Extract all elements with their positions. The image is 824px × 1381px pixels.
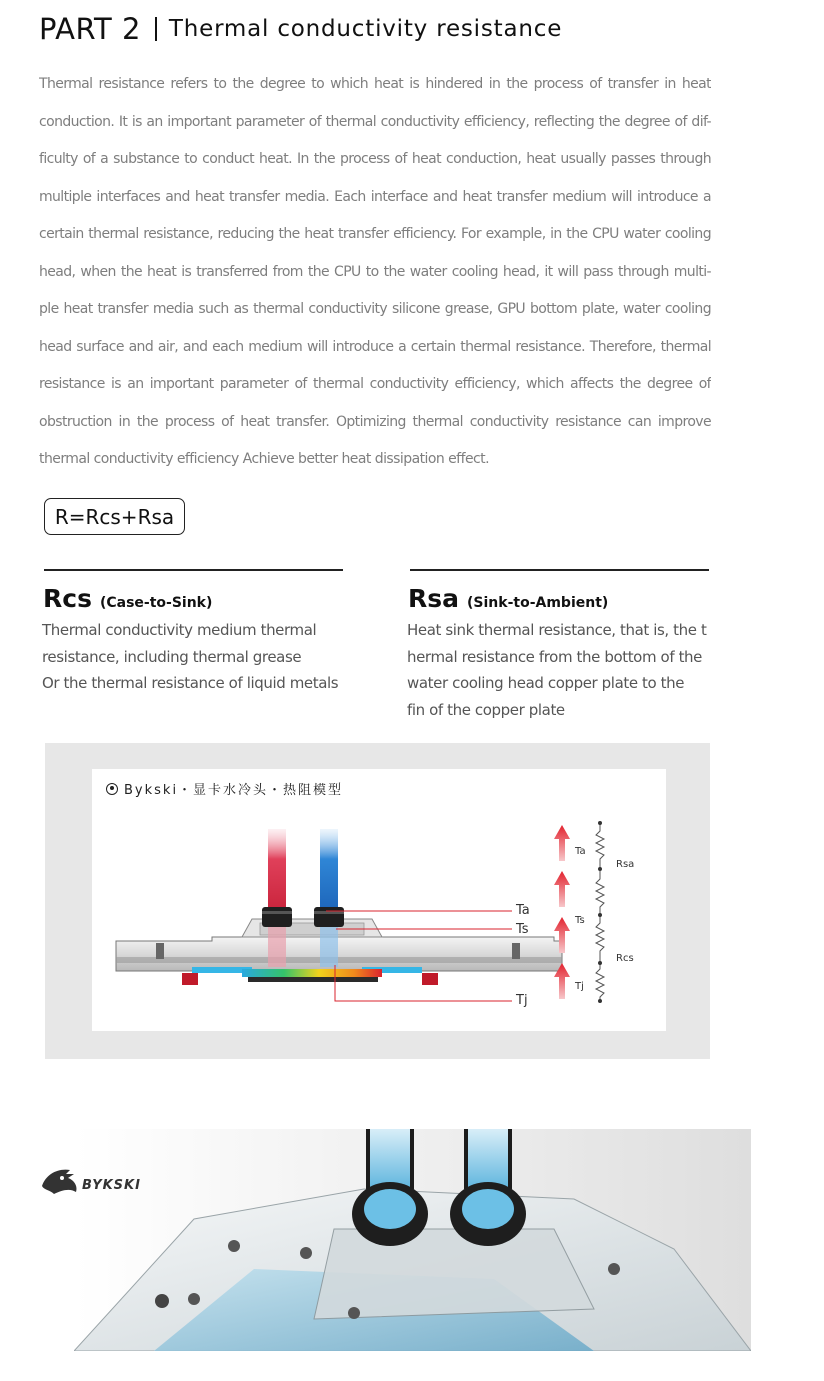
rcs-heading (43, 584, 212, 613)
paragraph-line: multiple interfaces and heat transfer media. Each interface and heat transfer medium will introduce a (39, 188, 711, 205)
part-number: PART 2 (39, 12, 141, 46)
rcs-line: resistance, including thermal grease (42, 647, 302, 666)
rcs-line: Or the thermal resistance of liquid metals (42, 674, 339, 692)
callout-tj: Tj (516, 993, 528, 1008)
heat-flow-arrows (554, 825, 570, 999)
paragraph-line: obstruction in the process of heat transfer. Optimizing thermal conductivity resistance can improve (39, 413, 711, 430)
waterblock-photo-illustration (74, 1129, 751, 1351)
brand-wordmark: BYKSKI (82, 1178, 141, 1193)
arrow-label-ta: Ta (575, 846, 586, 857)
diagram-title (106, 779, 343, 798)
section-heading (39, 12, 562, 46)
rsa-line: fin of the copper plate (407, 700, 565, 719)
formula-box: R=Rcs+Rsa (44, 498, 185, 535)
paragraph-line: certain thermal resistance, reducing the heat transfer efficiency. For example, in the CPU water cooling (39, 226, 711, 242)
paragraph-line: head surface and air, and each medium will introduce a certain thermal resistance. Therefore, thermal (39, 338, 711, 355)
rsa-description (407, 617, 706, 723)
rsa-line: Heat sink thermal resistance, that is, the t (407, 621, 707, 639)
resistor-label-rcs: Rcs (616, 953, 634, 964)
section-title: Thermal conductivity resistance (168, 16, 563, 42)
resistor-chain (596, 823, 604, 1001)
callout-ta: Ta (516, 903, 530, 918)
rsa-line: water cooling head copper plate to the (407, 674, 685, 692)
rsa-title: Rsa (408, 584, 460, 613)
arrow-label-ts: Ts (575, 915, 585, 926)
rsa-line: hermal resistance from the bottom of the (407, 647, 702, 666)
rsa-heading (408, 584, 608, 613)
rcs-description (42, 617, 338, 697)
heading-divider (155, 17, 157, 41)
paragraph-line: thermal conductivity efficiency Achieve better heat dissipation effect. (39, 451, 489, 467)
paragraph-line: head, when the heat is transferred from the CPU to the water cooling head, it will pass through multi- (39, 263, 711, 280)
product-photo (74, 1129, 751, 1351)
paragraph-line: ficulty of a substance to conduct heat. In the process of heat conduction, heat usually passes through (39, 151, 711, 167)
rcs-title: Rcs (43, 584, 92, 613)
rsa-subtitle: (Sink-to-Ambient) (467, 595, 609, 611)
rcs-line: Thermal conductivity medium thermal (42, 621, 317, 639)
resistor-label-rsa: Rsa (616, 859, 635, 870)
thermal-model-diagram (92, 769, 666, 1031)
target-dot-icon (106, 783, 118, 795)
paragraph-line: conduction. It is an important parameter of thermal conductivity efficiency, reflecting the degree of dif- (39, 113, 711, 130)
paragraph-line: Thermal resistance refers to the degree to which heat is hindered in the process of transfer in heat (39, 76, 711, 92)
rsa-divider (410, 569, 709, 571)
diagram-title-text: Bykski・显卡水冷头・热阻模型 (124, 783, 344, 798)
intro-paragraph (39, 66, 711, 479)
rcs-subtitle: (Case-to-Sink) (99, 595, 213, 611)
arrow-label-tj: Tj (575, 981, 584, 992)
paragraph-line: resistance is an important parameter of thermal conductivity efficiency, which affects the degree of (39, 376, 711, 392)
rcs-divider (44, 569, 343, 571)
paragraph-line: ple heat transfer media such as thermal conductivity silicone grease, GPU bottom plate, water cooling (39, 301, 711, 317)
callout-ts: Ts (516, 922, 529, 937)
